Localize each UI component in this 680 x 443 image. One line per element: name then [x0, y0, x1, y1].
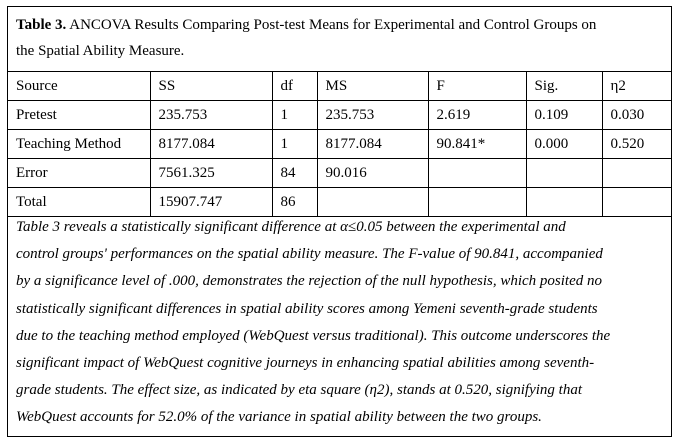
table-cell — [526, 159, 602, 188]
table-cell: Pretest — [8, 101, 150, 130]
note-line: grade students. The effect size, as indicated by eta square (η2), stands at 0.520, signifying that — [16, 382, 582, 399]
table-row — [8, 101, 671, 130]
table-cell: 235.753 — [150, 101, 272, 130]
caption-label: Table 3. — [16, 17, 67, 33]
table-cell: 86 — [272, 188, 317, 217]
table-row — [8, 130, 671, 159]
table-cell — [428, 188, 526, 217]
ancova-table — [8, 71, 671, 217]
table-cell: 84 — [272, 159, 317, 188]
note-line: statistically significant differences in spatial ability scores among Yemeni seventh-grade students — [16, 300, 598, 317]
note-line: WebQuest accounts for 52.0% of the variance in spatial ability between the two groups. — [16, 409, 542, 426]
table-row — [8, 159, 671, 188]
table-cell — [317, 188, 428, 217]
note-line: significant impact of WebQuest cognitive journeys in enhancing spatial abilities among seventh- — [16, 355, 595, 372]
table-cell — [526, 188, 602, 217]
table-cell: 235.753 — [317, 101, 428, 130]
table-cell — [428, 159, 526, 188]
table-cell: 0.030 — [602, 101, 671, 130]
table-cell: 8177.084 — [317, 130, 428, 159]
table-cell: 0.109 — [526, 101, 602, 130]
header-ms: MS — [317, 72, 428, 101]
header-sig: Sig. — [526, 72, 602, 101]
note-line: due to the teaching method employed (WebQuest versus traditional). This outcome underscores the — [16, 327, 611, 344]
note-line: Table 3 reveals a statistically significant difference at α≤0.05 between the experimental and — [16, 219, 566, 235]
caption-title-line-1: ANCOVA Results Comparing Post-test Means for Experimental and Control Groups on — [69, 17, 597, 33]
table-caption — [16, 12, 666, 64]
table-header-row — [8, 72, 671, 101]
table-cell: 90.841* — [428, 130, 526, 159]
table-cell: 0.000 — [526, 130, 602, 159]
note-line: by a significance level of .000, demonstrates the rejection of the null hypothesis, which posited no — [16, 273, 603, 290]
table-cell: Error — [8, 159, 150, 188]
table-cell: 1 — [272, 101, 317, 130]
header-eta-squared: η2 — [602, 72, 671, 101]
header-df: df — [272, 72, 317, 101]
table-cell: 15907.747 — [150, 188, 272, 217]
table-cell — [602, 159, 671, 188]
table-cell: 2.619 — [428, 101, 526, 130]
caption-title-line-2: the Spatial Ability Measure. — [16, 43, 185, 59]
note-line: control groups' performances on the spatial ability measure. The F-value of 90.841, accompanied — [16, 246, 603, 263]
table-cell — [602, 188, 671, 217]
table-cell: 90.016 — [317, 159, 428, 188]
table-frame — [7, 6, 672, 437]
table-cell: Total — [8, 188, 150, 217]
table-cell: Teaching Method — [8, 130, 150, 159]
table-row — [8, 188, 671, 217]
header-ss: SS — [150, 72, 272, 101]
table-cell: 0.520 — [602, 130, 671, 159]
table-cell: 1 — [272, 130, 317, 159]
table-cell: 8177.084 — [150, 130, 272, 159]
header-source: Source — [8, 72, 150, 101]
table-cell: 7561.325 — [150, 159, 272, 188]
header-f: F — [428, 72, 526, 101]
table-note — [16, 214, 666, 432]
